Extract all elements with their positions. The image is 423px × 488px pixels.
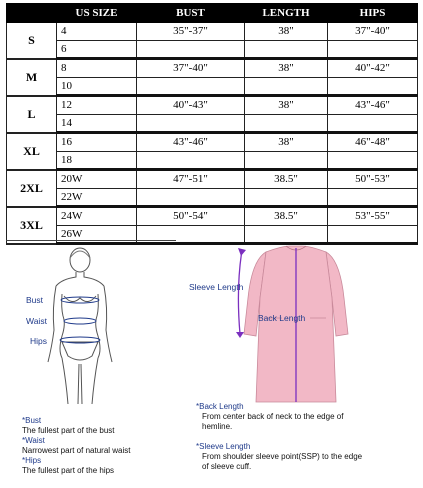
empty-cell	[245, 188, 328, 207]
length-cell: 38.5"	[245, 207, 328, 226]
size-label: L	[7, 96, 57, 133]
size-label: M	[7, 59, 57, 96]
back-length-desc-2: hemline.	[202, 422, 233, 431]
table-row	[7, 77, 418, 96]
bust-cell: 43"-46"	[137, 133, 245, 152]
hips-cell: 53"-55"	[328, 207, 418, 226]
us-size-cell: 4	[57, 23, 137, 41]
empty-cell	[137, 40, 245, 59]
figure-inner-leg-right	[81, 364, 82, 404]
us-size-cell: 6	[57, 40, 137, 59]
back-length-term: *Back Length	[196, 402, 244, 411]
empty-cell	[137, 188, 245, 207]
waist-label: Waist	[26, 316, 47, 326]
figure-head	[70, 248, 90, 272]
empty-cell	[137, 77, 245, 96]
figure-left-torso	[60, 316, 64, 358]
table-row	[7, 188, 418, 207]
bust-cell: 37"-40"	[137, 59, 245, 78]
table-row	[7, 114, 418, 133]
us-size-cell: 22W	[57, 188, 137, 207]
figure-left-arm	[48, 286, 56, 362]
empty-cell	[328, 114, 418, 133]
sleeve-guide-arrow-bottom	[236, 332, 244, 338]
figure-right-torso	[96, 316, 100, 358]
bust-term: *Bust	[22, 416, 42, 425]
size-label: 3XL	[7, 207, 57, 244]
empty-cell	[328, 188, 418, 207]
bust-cell: 47"-51"	[137, 170, 245, 189]
table-row	[7, 23, 418, 41]
table-row	[7, 207, 418, 226]
size-label: S	[7, 23, 57, 59]
empty-cell	[137, 151, 245, 170]
empty-cell	[137, 114, 245, 133]
size-chart-table	[6, 3, 418, 245]
bust-desc: The fullest part of the bust	[22, 426, 115, 435]
hips-cell: 46"-48"	[328, 133, 418, 152]
bust-cell: 40"-43"	[137, 96, 245, 115]
dress-definitions	[196, 402, 421, 472]
empty-cell	[328, 77, 418, 96]
length-cell: 38"	[245, 23, 328, 41]
us-size-cell: 8	[57, 59, 137, 78]
sleeve-length-desc-2: of sleeve cuff.	[202, 462, 252, 471]
empty-cell	[245, 151, 328, 170]
section-divider	[6, 240, 176, 241]
us-size-cell: 16	[57, 133, 137, 152]
back-length-label: Back Length	[258, 313, 306, 323]
size-label: 2XL	[7, 170, 57, 207]
table-row	[7, 170, 418, 189]
figure-right-arm	[104, 286, 112, 362]
hips-cell: 50"-53"	[328, 170, 418, 189]
sleeve-length-term: *Sleeve Length	[196, 442, 251, 451]
table-row	[7, 40, 418, 59]
body-definitions	[22, 416, 172, 476]
figure-right-shoulder	[84, 272, 104, 286]
figure-right-inner-arm	[97, 294, 98, 316]
hips-term: *Hips	[22, 456, 42, 465]
header-us-size: US SIZE	[57, 4, 137, 23]
table-row	[7, 151, 418, 170]
table-header-row	[7, 4, 418, 23]
figure-brief	[62, 342, 98, 360]
hips-cell: 40"-42"	[328, 59, 418, 78]
figure-left-shoulder	[56, 272, 76, 286]
length-cell: 38"	[245, 96, 328, 115]
hips-label: Hips	[30, 336, 48, 346]
body-measurement-figure	[12, 246, 152, 406]
bust-label: Bust	[26, 295, 44, 305]
table-row	[7, 133, 418, 152]
figure-right-leg	[92, 358, 98, 404]
hips-cell: 43"-46"	[328, 96, 418, 115]
header-length: LENGTH	[245, 4, 328, 23]
us-size-cell: 12	[57, 96, 137, 115]
table-row	[7, 96, 418, 115]
back-length-desc-1: From center back of neck to the edge of	[202, 412, 344, 421]
figure-inner-leg-left	[78, 364, 79, 404]
empty-cell	[245, 40, 328, 59]
empty-cell	[328, 151, 418, 170]
header-hips: HIPS	[328, 4, 418, 23]
sleeve-length-guide	[238, 250, 242, 334]
us-size-cell: 18	[57, 151, 137, 170]
length-cell: 38"	[245, 133, 328, 152]
sleeve-guide-arrow-top	[238, 248, 246, 256]
length-cell: 38"	[245, 59, 328, 78]
header-bust: BUST	[137, 4, 245, 23]
empty-cell	[245, 114, 328, 133]
us-size-cell: 14	[57, 114, 137, 133]
figure-left-leg	[62, 358, 68, 404]
waist-guide-line	[64, 318, 96, 324]
empty-cell	[245, 77, 328, 96]
bust-cell: 50"-54"	[137, 207, 245, 226]
size-label: XL	[7, 133, 57, 170]
length-cell: 38.5"	[245, 170, 328, 189]
bust-cell: 35"-37"	[137, 23, 245, 41]
sleeve-length-desc-1: From shoulder sleeve point(SSP) to the edge	[202, 452, 363, 461]
figure-left-inner-arm	[62, 294, 63, 316]
us-size-cell: 24W	[57, 207, 137, 226]
sleeve-length-label: Sleeve Length	[189, 282, 244, 292]
us-size-cell: 10	[57, 77, 137, 96]
us-size-cell: 20W	[57, 170, 137, 189]
waist-desc: Narrowest part of natural waist	[22, 446, 131, 455]
hips-desc: The fullest part of the hips	[22, 466, 115, 475]
waist-term: *Waist	[22, 436, 45, 445]
header-size	[7, 4, 57, 23]
table-row	[7, 59, 418, 78]
empty-cell	[328, 40, 418, 59]
us-size-cell: 26W	[57, 225, 137, 244]
hips-cell: 37"-40"	[328, 23, 418, 41]
